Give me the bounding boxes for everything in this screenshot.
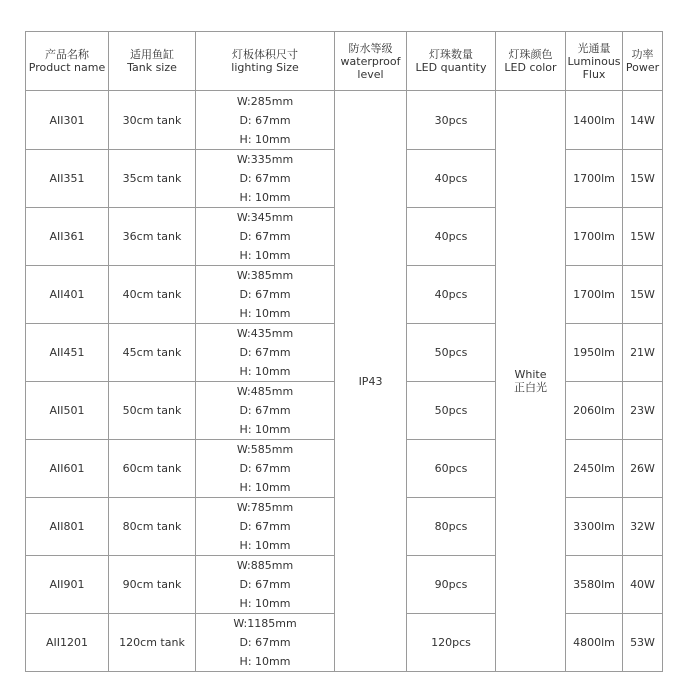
- width-value: W:345mm: [236, 211, 294, 224]
- width-value: W:1185mm: [233, 617, 297, 630]
- luminous-flux-cell: 2060lm: [566, 382, 623, 440]
- width-value: W:785mm: [236, 501, 294, 514]
- height-value: H: 10mm: [239, 423, 291, 436]
- product-name-cell: AII351: [26, 150, 109, 208]
- product-name-cell: AII501: [26, 382, 109, 440]
- lighting-size-cell: [196, 208, 335, 266]
- header-en: LED color: [504, 61, 557, 74]
- header-zh: 适用鱼缸: [130, 48, 174, 61]
- header-en: Power: [625, 61, 660, 74]
- header-zh: 灯珠数量: [429, 48, 473, 61]
- power-cell: 15W: [623, 208, 663, 266]
- power-cell: 15W: [623, 266, 663, 324]
- depth-value: D: 67mm: [239, 520, 291, 533]
- luminous-flux-cell: 3580lm: [566, 556, 623, 614]
- luminous-flux-cell: 3300lm: [566, 498, 623, 556]
- width-value: W:335mm: [236, 153, 294, 166]
- depth-value: D: 67mm: [239, 404, 291, 417]
- header-zh: 防水等级: [348, 41, 393, 55]
- height-value: H: 10mm: [239, 132, 291, 146]
- header-waterproof-level: [335, 32, 407, 91]
- led-quantity-cell: 40pcs: [407, 266, 496, 324]
- power-cell: 26W: [623, 440, 663, 498]
- power-cell: 40W: [623, 556, 663, 614]
- width-value: W:885mm: [236, 559, 294, 572]
- luminous-flux-cell: 1400lm: [566, 91, 623, 150]
- luminous-flux-cell: 1700lm: [566, 208, 623, 266]
- tank-size-cell: 40cm tank: [109, 266, 196, 324]
- width-value: W:385mm: [236, 269, 294, 282]
- header-en: Tank size: [127, 61, 177, 74]
- width-value: W:585mm: [236, 443, 294, 456]
- product-name-cell: AII361: [26, 208, 109, 266]
- luminous-flux-cell: 2450lm: [566, 440, 623, 498]
- led-quantity-cell: 50pcs: [407, 324, 496, 382]
- lighting-size-cell: [196, 556, 335, 614]
- header-led-quantity: [407, 32, 496, 91]
- header-led-color: [496, 32, 566, 91]
- tank-size-cell: 36cm tank: [109, 208, 196, 266]
- height-value: H: 10mm: [239, 597, 291, 610]
- power-cell: 15W: [623, 150, 663, 208]
- tank-size-cell: 60cm tank: [109, 440, 196, 498]
- led-quantity-cell: 80pcs: [407, 498, 496, 556]
- product-name-cell: AII301: [26, 91, 109, 150]
- luminous-flux-cell: 4800lm: [566, 614, 623, 672]
- tank-size-cell: 50cm tank: [109, 382, 196, 440]
- tank-size-cell: 120cm tank: [109, 614, 196, 672]
- tank-size-cell: 30cm tank: [109, 91, 196, 150]
- header-tank-size: [109, 32, 196, 91]
- header-en: lighting Size: [231, 61, 299, 74]
- header-zh: 光通量: [577, 41, 611, 55]
- depth-value: D: 67mm: [239, 346, 291, 359]
- depth-value: D: 67mm: [239, 462, 291, 475]
- header-zh: 产品名称: [45, 48, 89, 61]
- header-zh: 功率: [631, 48, 654, 61]
- tank-size-cell: 80cm tank: [109, 498, 196, 556]
- header-en: LED quantity: [415, 61, 487, 74]
- depth-value: D: 67mm: [239, 636, 291, 649]
- led-quantity-cell: 40pcs: [407, 208, 496, 266]
- width-value: W:285mm: [236, 94, 294, 108]
- height-value: H: 10mm: [239, 191, 291, 204]
- luminous-flux-cell: 1950lm: [566, 324, 623, 382]
- led-quantity-cell: 60pcs: [407, 440, 496, 498]
- header-en: Luminous Flux: [567, 54, 621, 81]
- luminous-flux-cell: 1700lm: [566, 150, 623, 208]
- waterproof-level-cell: IP43: [335, 91, 407, 672]
- height-value: H: 10mm: [239, 539, 291, 552]
- product-name-cell: AII451: [26, 324, 109, 382]
- lighting-size-cell: [196, 91, 335, 150]
- spec-table: [25, 31, 663, 672]
- height-value: H: 10mm: [239, 655, 291, 668]
- depth-value: D: 67mm: [239, 172, 291, 185]
- led-quantity-cell: 90pcs: [407, 556, 496, 614]
- led-color-zh: 正白光: [514, 381, 547, 394]
- header-zh: 灯板体积尺寸: [232, 48, 298, 61]
- led-quantity-cell: 40pcs: [407, 150, 496, 208]
- tank-size-cell: 35cm tank: [109, 150, 196, 208]
- header-power: [623, 32, 663, 91]
- header-luminous-flux: [566, 32, 623, 91]
- power-cell: 53W: [623, 614, 663, 672]
- header-en: Product name: [28, 61, 106, 74]
- height-value: H: 10mm: [239, 249, 291, 262]
- lighting-size-cell: [196, 440, 335, 498]
- led-quantity-cell: 50pcs: [407, 382, 496, 440]
- led-color-en: White: [514, 368, 547, 381]
- power-cell: 32W: [623, 498, 663, 556]
- depth-value: D: 67mm: [239, 230, 291, 243]
- product-name-cell: AII901: [26, 556, 109, 614]
- led-quantity-cell: 30pcs: [407, 91, 496, 150]
- tank-size-cell: 90cm tank: [109, 556, 196, 614]
- lighting-size-cell: [196, 150, 335, 208]
- product-name-cell: AII401: [26, 266, 109, 324]
- header-product-name: [26, 32, 109, 91]
- header-row: [26, 32, 663, 91]
- lighting-size-cell: [196, 382, 335, 440]
- height-value: H: 10mm: [239, 481, 291, 494]
- led-quantity-cell: 120pcs: [407, 614, 496, 672]
- header-en: waterproof level: [340, 54, 401, 81]
- height-value: H: 10mm: [239, 365, 291, 378]
- lighting-size-cell: [196, 266, 335, 324]
- product-name-cell: AII801: [26, 498, 109, 556]
- header-zh: 灯珠颜色: [508, 48, 553, 61]
- depth-value: D: 67mm: [239, 113, 291, 127]
- lighting-size-cell: [196, 498, 335, 556]
- lighting-size-cell: [196, 614, 335, 672]
- product-name-cell: AII1201: [26, 614, 109, 672]
- power-cell: 23W: [623, 382, 663, 440]
- depth-value: D: 67mm: [239, 288, 291, 301]
- power-cell: 14W: [623, 91, 663, 150]
- luminous-flux-cell: 1700lm: [566, 266, 623, 324]
- table-row: [26, 91, 663, 150]
- lighting-size-cell: [196, 324, 335, 382]
- width-value: W:435mm: [236, 327, 294, 340]
- power-cell: 21W: [623, 324, 663, 382]
- height-value: H: 10mm: [239, 307, 291, 320]
- led-color-cell: [496, 91, 566, 672]
- depth-value: D: 67mm: [239, 578, 291, 591]
- header-lighting-size: [196, 32, 335, 91]
- tank-size-cell: 45cm tank: [109, 324, 196, 382]
- product-name-cell: AII601: [26, 440, 109, 498]
- width-value: W:485mm: [236, 385, 294, 398]
